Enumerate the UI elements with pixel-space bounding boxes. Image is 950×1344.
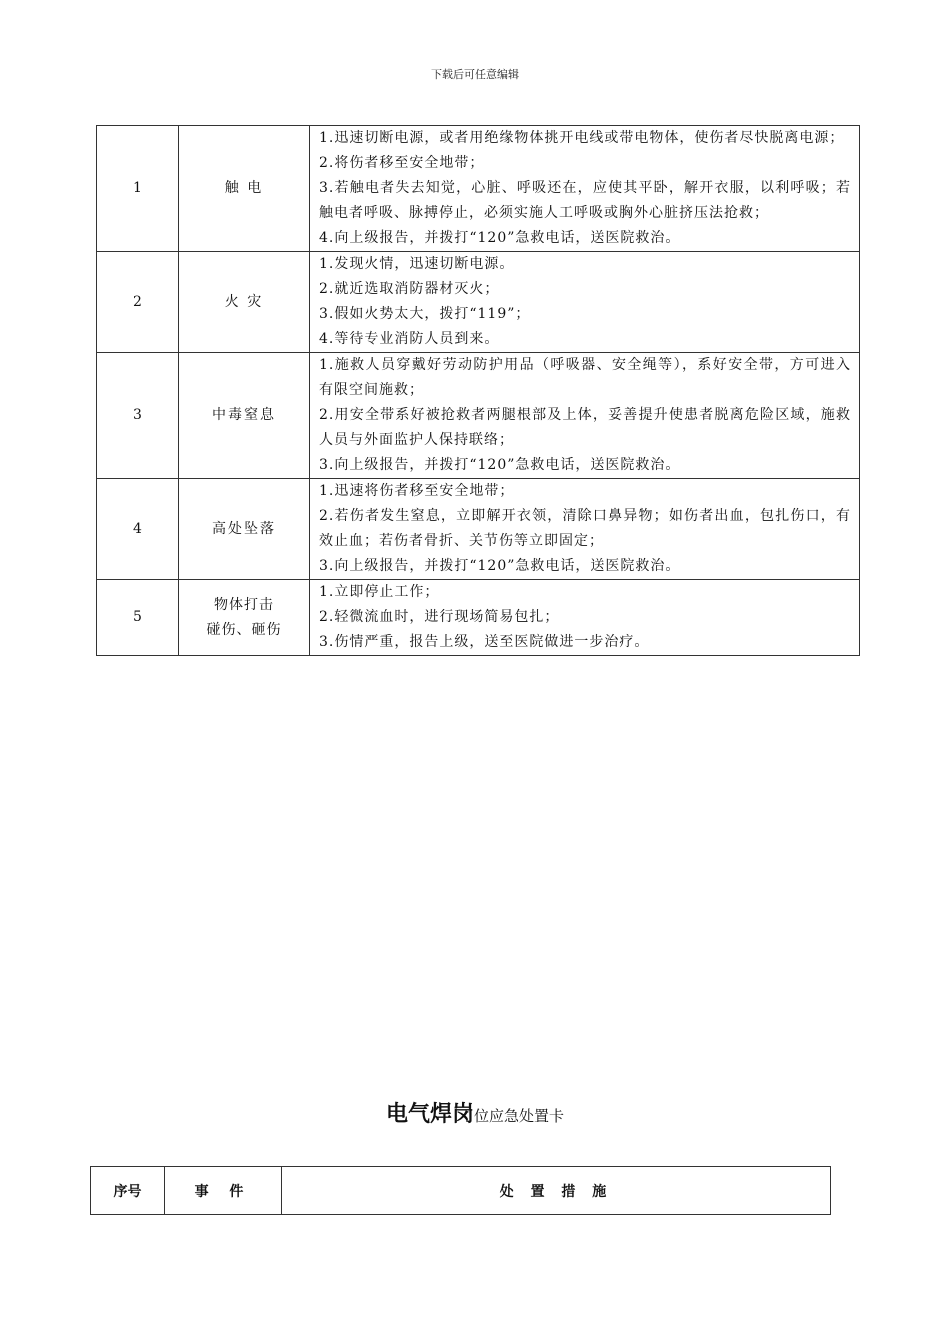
row-index: 3: [97, 353, 179, 479]
measure-line: 4.向上级报告，并拨打“120”急救电话，送医院救治。: [319, 230, 681, 246]
measure-line: 1.立即停止工作；: [319, 584, 440, 600]
table-row: [97, 580, 860, 656]
measure-line: 2.将伤者移至安全地带；: [319, 155, 485, 171]
section-title-rest: 位应急处置卡: [474, 1107, 565, 1125]
table-row: [97, 126, 860, 252]
measure-line: 3.伤情严重，报告上级，送至医院做进一步治疗。: [319, 634, 650, 650]
header-event: 事 件: [165, 1167, 282, 1215]
row-index: 1: [97, 126, 179, 252]
measure-line: 1.施救人员穿戴好劳动防护用品（呼吸器、安全绳等），系好安全带，方可进入有限空间施救；: [319, 357, 851, 398]
row-event: 中毒窒息: [179, 353, 310, 479]
section-title-bold: 电气焊岗: [385, 1102, 474, 1127]
section-title: [0, 1097, 950, 1128]
measure-line: 1.迅速切断电源，或者用绝缘物体挑开电线或带电物体，使伤者尽快脱离电源；: [319, 130, 845, 146]
measure-line: 2.若伤者发生窒息，立即解开衣领，清除口鼻异物；如伤者出血，包扎伤口，有效止血；若伤者骨折、关节伤等立即固定；: [319, 508, 851, 549]
measure-line: 1.发现火情，迅速切断电源。: [319, 256, 515, 272]
row-event: 高处坠落: [179, 479, 310, 580]
table-row: [97, 353, 860, 479]
measure-line: 1.迅速将伤者移至安全地带；: [319, 483, 515, 499]
row-index: 5: [97, 580, 179, 656]
row-index: 4: [97, 479, 179, 580]
measure-line: 3.假如火势太大，拨打“119”；: [319, 306, 531, 322]
row-measures: [310, 479, 860, 580]
row-measures: [310, 126, 860, 252]
row-event: 触 电: [179, 126, 310, 252]
measure-line: 3.向上级报告，并拨打“120”急救电话，送医院救治。: [319, 457, 681, 473]
measure-line: 4.等待专业消防人员到来。: [319, 331, 500, 347]
header-index: 序号: [91, 1167, 165, 1215]
row-event: 火 灾: [179, 252, 310, 353]
measure-line: 2.轻微流血时，进行现场简易包扎；: [319, 609, 560, 625]
measure-line: 2.就近选取消防器材灭火；: [319, 281, 500, 297]
measure-line: 3.若触电者失去知觉，心脏、呼吸还在，应使其平卧，解开衣服，以利呼吸；若触电者呼吸、脉搏停止，必须实施人工呼吸或胸外心脏挤压法抢救；: [319, 180, 851, 221]
row-event: [179, 580, 310, 656]
second-table: [90, 1166, 831, 1215]
event-line: 碰伤、砸伤: [206, 621, 282, 638]
measure-line: 2.用安全带系好被抢救者两腿根部及上体，妥善提升使患者脱离危险区域，施救人员与外面监护人保持联络；: [319, 407, 851, 448]
row-measures: [310, 252, 860, 353]
row-measures: [310, 580, 860, 656]
header-row: [91, 1167, 831, 1215]
row-index: 2: [97, 252, 179, 353]
table-row: [97, 252, 860, 353]
event-line: 物体打击: [214, 596, 274, 613]
header-measures: 处 置 措 施: [282, 1167, 831, 1215]
table-row: [97, 479, 860, 580]
header-note: 下载后可任意编辑: [431, 68, 519, 81]
emergency-table: [96, 125, 860, 656]
row-measures: [310, 353, 860, 479]
measure-line: 3.向上级报告，并拨打“120”急救电话，送医院救治。: [319, 558, 681, 574]
